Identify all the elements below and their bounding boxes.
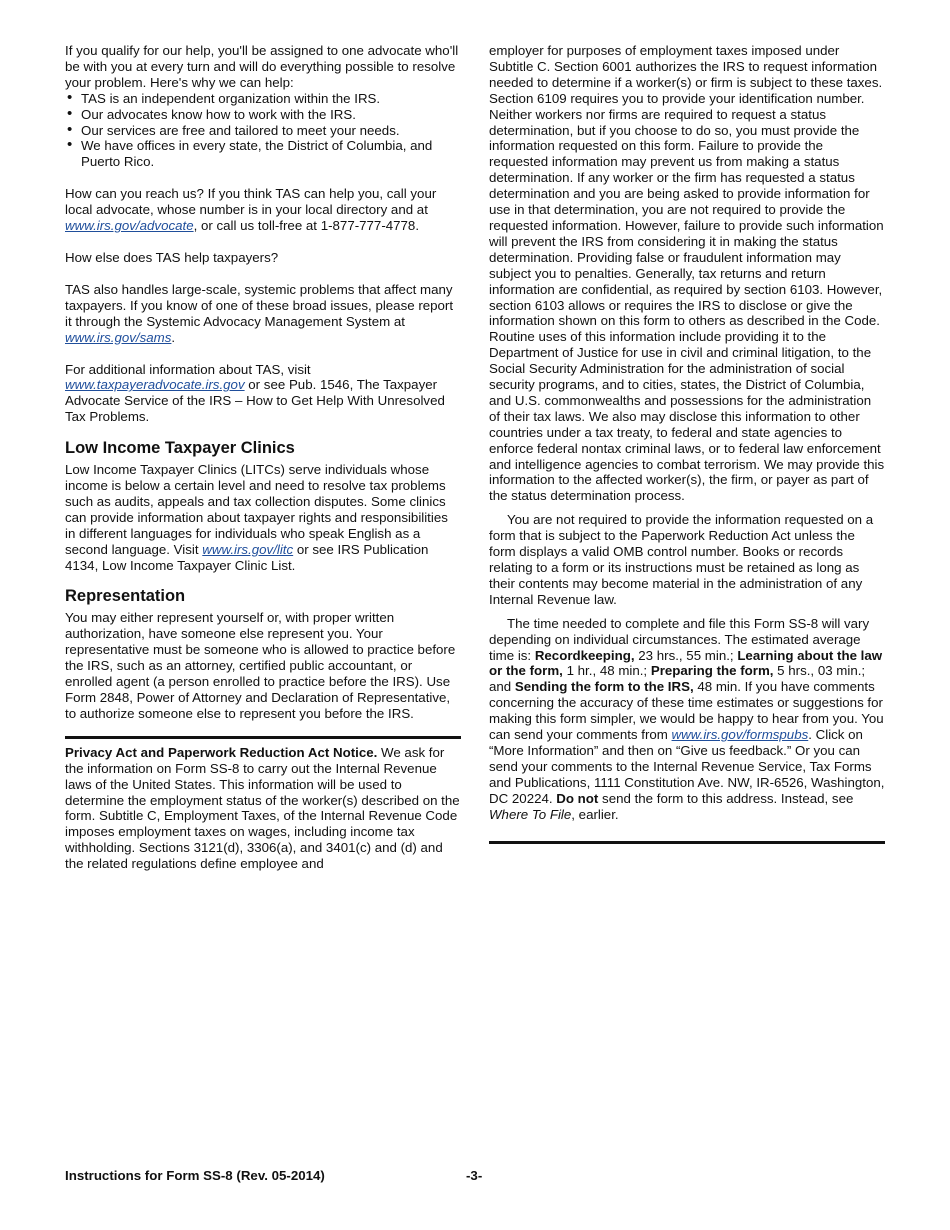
representation-heading: Representation [65, 587, 186, 606]
else-question: How else does TAS help taxpayers? [65, 249, 279, 265]
privacy-heading: Privacy Act and Paperwork Reduction Act Notice. [65, 744, 378, 760]
end-divider [489, 841, 885, 844]
list-item: • We have offices in every state, the District of Columbia, and Puerto Rico. [65, 138, 461, 170]
litc-link[interactable]: www.irs.gov/litc [202, 541, 294, 557]
list-item: • TAS is an independent organization within the IRS. [65, 91, 461, 107]
time-estimate-paragraph: The time needed to complete and file this Form SS-8 will vary depending on individual circumstances. The estimated average time is: Recordkeeping, 23 hrs., 55 min.; Learning about the law or the form, 1 hr., 48 min.; Preparing the form, 5 hrs., 03 min.; and Sending the form to the IRS, 48 min. If you have comments concerning the accuracy of these time estimates or suggestions for making this form simpler, we would be happy to hear from you. You can send your comments from www.irs.gov/formspubs. Click on “More Information” and then on “Give us feedback.” Or you can send your comments to the Internal Revenue Service, Tax Forms and Publications, 1111 Constitution Ave. NW, IR-6526, Washington, DC 20224. Do not send the form to this address. Instead, see Where To File, earlier. [489, 615, 885, 822]
advocate-link[interactable]: www.irs.gov/advocate [65, 218, 194, 234]
systemic-paragraph: TAS also handles large-scale, systemic problems that affect many taxpayers. If you know of one of these broad issues, please report it through the Systemic Advocacy Management System at www.irs.gov/sams. [65, 281, 454, 345]
litc-paragraph: Low Income Taxpayer Clinics (LITCs) serve individuals whose income is below a certain level and need to resolve tax problems such as audits, appeals and tax collection disputes. Some clinics can provide information about taxpayer rights and responsibilities in different languages for individuals who speak English as a second language. Visit www.irs.gov/litc or see IRS Publication 4134, Low Income Taxpayer Clinic List. [65, 462, 448, 573]
list-item: • Our advocates know how to work with the IRS. [65, 107, 461, 123]
tas-intro: If you qualify for our help, you'll be assigned to one advocate who'll be with you at every turn and will do everything possible to resolve your problem. Here's why we can help: [65, 43, 459, 90]
left-column [65, 43, 461, 872]
litc-heading: Low Income Taxpayer Clinics [65, 439, 295, 458]
page-number: -3- [466, 1168, 483, 1183]
formspubs-link[interactable]: www.irs.gov/formspubs [671, 727, 809, 743]
privacy-paragraph: Privacy Act and Paperwork Reduction Act Notice. We ask for the information on Form SS-8 to carry out the Internal Revenue laws of the United States. This information will be used to determine the employment status of the worker(s) described on the form. Subtitle C, Employment Taxes, of the Internal Revenue Code imposes employment taxes on wages, including income tax withholding. Sections 3121(d), 3306(a), and 3401(c) and (d) and the related regulations define employee and [65, 744, 460, 872]
section-divider [65, 736, 461, 739]
privacy-continued: employer for purposes of employment taxes imposed under Subtitle C. Section 6001 authorizes the IRS to request information needed to determine if a worker(s) or firm is subject to these taxes. Section 6109 requires you to provide your identification number. Neither workers nor firms are required to request a status determination, but if you choose to do so, you must provide the information requested on this form. Failure to provide the requested information may prevent us from making a status determination. If any worker or the firm has requested a status determination and you are being asked to provide information for use in that determination, you are not required to provide the requested information. However, failure to provide such information will prevent the IRS from considering it in making the status determination. Providing false or fraudulent information may subject you to penalties. Generally, tax returns and return information are confidential, as required by section 6103. However, section 6103 allows or requires the IRS to disclose or give the information shown on this form to others as described in the Code. Routine uses of this information include providing it to the Department of Justice for use in civil and criminal litigation, to the Social Security Administration for the administration of social security programs, and to cities, states, the District of Columbia, and U.S. commonwealths and possessions for the administration of their tax laws. We also may disclose this information to other countries under a tax treaty, to federal and state agencies to enforce federal nontax criminal laws, or to federal law enforcement and intelligence agencies to combat terrorism. We may provide this information to the affected worker(s), the firm, or payer as part of the status determination process. [489, 43, 885, 504]
taxpayer-advocate-link[interactable]: www.taxpayeradvocate.irs.gov [65, 377, 245, 393]
reach-paragraph: How can you reach us? If you think TAS can help you, call your local advocate, whose number is in your local directory and at www.irs.gov/advocate, or call us toll-free at 1-877-777-4778. [65, 186, 437, 234]
additional-info-paragraph: For additional information about TAS, visit www.taxpayeradvocate.irs.gov or see Pub. 1546, The Taxpayer Advocate Service of the IRS – How to Get Help With Unresolved Tax Problems. [65, 361, 445, 425]
footer-form-title: Instructions for Form SS-8 (Rev. 05-2014) [65, 1168, 325, 1183]
right-column [489, 43, 885, 844]
representation-paragraph: You may either represent yourself or, with proper written authorization, have someone else represent you. Your representative must be someone who is allowed to practice before the IRS, such as an attorney, certified public accountant, or enrolled agent (a person enrolled to practice before the IRS). Use Form 2848, Power of Attorney and Declaration of Representative, to authorize someone else to represent you before the IRS. [65, 610, 456, 721]
tas-bullet-list [65, 91, 461, 171]
omb-paragraph: You are not required to provide the information requested on a form that is subject to the Paperwork Reduction Act unless the form displays a valid OMB control number. Books or records relating to a form or its instructions must be retained as long as their contents may become material in the administration of any Internal Revenue law. [489, 512, 874, 607]
sams-link[interactable]: www.irs.gov/sams [65, 329, 172, 345]
list-item: • Our services are free and tailored to meet your needs. [65, 123, 461, 139]
